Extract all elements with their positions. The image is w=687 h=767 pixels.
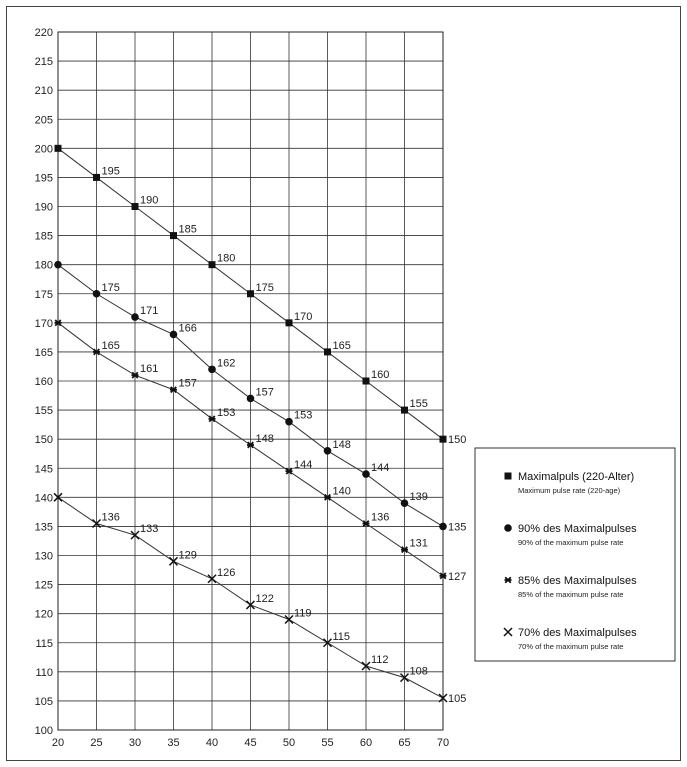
series-1-point — [209, 261, 216, 268]
y-tick-label: 190 — [34, 201, 53, 214]
y-tick-label: 130 — [34, 550, 53, 563]
data-label: 105 — [448, 693, 467, 706]
data-label: 162 — [217, 357, 236, 370]
y-tick-label: 120 — [34, 608, 53, 621]
data-label: 161 — [140, 363, 159, 376]
legend-sublabel: Maximum pulse rate (220-age) — [518, 486, 621, 495]
data-label: 136 — [371, 511, 390, 524]
series-1-point — [55, 145, 62, 152]
data-label: 153 — [294, 409, 313, 422]
data-label: 175 — [255, 281, 274, 294]
x-tick-label: 30 — [128, 737, 142, 749]
series-2-point — [324, 447, 332, 455]
x-tick-label: 55 — [321, 737, 334, 749]
y-tick-label: 110 — [35, 666, 53, 679]
x-tick-label: 65 — [398, 737, 411, 749]
series-1-point — [170, 232, 177, 239]
legend — [475, 448, 675, 661]
y-tick-label: 195 — [34, 172, 53, 185]
series-2-point — [401, 499, 409, 507]
y-tick-label: 115 — [35, 637, 53, 650]
x-tick-label: 25 — [90, 737, 103, 749]
x-tick-label: 40 — [205, 737, 219, 749]
legend-sublabel: 70% of the maximum pulse rate — [518, 642, 624, 651]
y-tick-label: 140 — [34, 492, 53, 505]
legend-sublabel: 90% of the maximum pulse rate — [518, 538, 624, 547]
series-2-point — [285, 418, 293, 426]
data-label: 190 — [140, 194, 159, 207]
data-label: 165 — [332, 339, 351, 352]
y-tick-label: 200 — [34, 143, 53, 156]
x-tick-label: 20 — [51, 737, 65, 749]
data-label: 131 — [409, 537, 428, 550]
legend-label: 70% des Maximalpulses — [518, 627, 637, 639]
y-tick-label: 210 — [34, 85, 53, 98]
legend-label: Maximalpuls (220-Alter) — [518, 471, 635, 483]
y-tick-label: 175 — [34, 288, 53, 301]
series-1-point — [324, 348, 331, 355]
data-label: 148 — [255, 432, 274, 445]
series-2-point — [54, 261, 62, 269]
y-tick-label: 145 — [34, 463, 53, 476]
x-tick-label: 50 — [282, 737, 296, 749]
data-label: 170 — [294, 310, 313, 323]
y-tick-label: 220 — [34, 27, 53, 39]
legend-marker-1 — [505, 473, 512, 480]
legend-label: 85% des Maximalpulses — [518, 575, 637, 587]
x-tick-label: 45 — [244, 737, 257, 749]
series-1-point — [93, 174, 100, 181]
data-label: 157 — [178, 377, 197, 390]
x-tick-label: 35 — [167, 737, 180, 749]
data-label: 166 — [178, 322, 197, 335]
legend-sublabel: 85% of the maximum pulse rate — [518, 590, 624, 599]
data-label: 129 — [178, 549, 197, 562]
y-tick-label: 155 — [34, 405, 53, 418]
data-label: 153 — [217, 406, 236, 419]
data-label: 139 — [409, 491, 428, 504]
y-tick-label: 215 — [34, 56, 53, 69]
data-label: 108 — [409, 665, 428, 678]
data-label: 144 — [294, 459, 313, 472]
series-1-point — [286, 319, 293, 326]
series-2-point — [208, 366, 216, 374]
data-label: 160 — [371, 369, 390, 381]
series-2-point — [439, 523, 447, 531]
data-label: 122 — [255, 592, 274, 605]
data-label: 155 — [409, 398, 428, 411]
x-tick-label: 60 — [359, 737, 373, 749]
y-tick-label: 125 — [34, 579, 53, 592]
y-tick-label: 165 — [34, 346, 53, 359]
x-tick-label: 70 — [436, 737, 450, 749]
data-label: 112 — [371, 654, 389, 667]
data-label: 185 — [178, 223, 197, 236]
data-label: 127 — [448, 570, 467, 583]
y-tick-label: 170 — [34, 317, 53, 330]
legend-label: 90% des Maximalpulses — [518, 523, 637, 535]
y-tick-label: 150 — [34, 434, 53, 447]
series-2-point — [362, 470, 370, 478]
y-tick-label: 100 — [34, 725, 53, 737]
grid — [58, 32, 443, 730]
data-label: 150 — [448, 434, 467, 447]
series-2-point — [131, 313, 139, 321]
data-label: 140 — [332, 485, 351, 498]
y-tick-label: 105 — [34, 695, 53, 708]
y-tick-label: 185 — [34, 230, 53, 243]
series-1-point — [132, 203, 139, 210]
y-tick-label: 160 — [34, 376, 53, 388]
series-2-point — [247, 395, 255, 403]
data-label: 148 — [332, 438, 351, 451]
series-2-point — [170, 331, 178, 339]
data-label: 165 — [101, 339, 120, 352]
series-1-point — [363, 378, 370, 385]
data-label: 195 — [101, 165, 120, 178]
y-tick-label: 180 — [34, 259, 53, 272]
data-label: 180 — [217, 252, 236, 265]
data-label: 171 — [140, 305, 159, 318]
data-label: 126 — [217, 566, 236, 579]
data-label: 115 — [332, 630, 351, 643]
y-tick-label: 135 — [34, 521, 53, 534]
data-label: 133 — [140, 523, 159, 536]
data-label: 136 — [101, 511, 120, 524]
data-label: 144 — [371, 462, 390, 475]
data-label: 135 — [448, 521, 467, 534]
series-1-point — [247, 290, 254, 297]
series-2-point — [93, 290, 101, 298]
data-label: 157 — [255, 386, 274, 399]
series-1-point — [440, 436, 447, 443]
legend-marker-2 — [504, 524, 512, 532]
data-label: 175 — [101, 281, 120, 294]
data-labels — [102, 165, 467, 705]
series-1-point — [401, 407, 408, 414]
data-label: 119 — [294, 607, 312, 620]
y-tick-label: 205 — [34, 114, 53, 127]
